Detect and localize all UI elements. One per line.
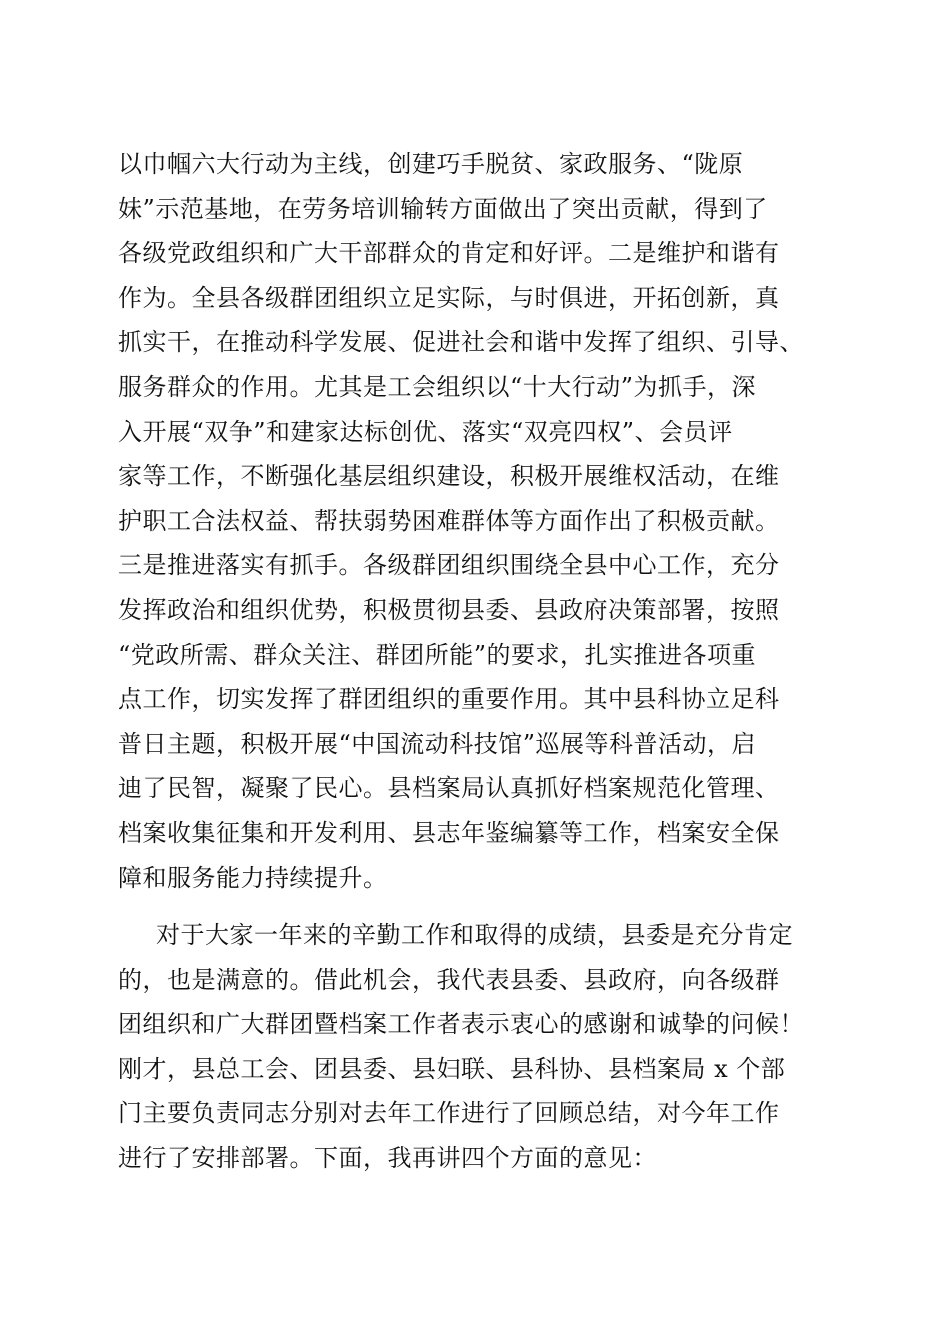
text-line: 迪了民智，凝聚了民心。县档案局认真抓好档案规范化管理、 bbox=[118, 774, 780, 803]
text-line: 以巾帼六大行动为主线，创建巧手脱贫、家政服务、“陇原 bbox=[118, 150, 744, 178]
text-line: 刚才，县总工会、团县委、县妇联、县科协、县档案局 x 个部 bbox=[118, 1054, 786, 1083]
text-line: 点工作，切实发挥了群团组织的重要作用。其中县科协立足科 bbox=[118, 685, 780, 714]
text-line: 的，也是满意的。借此机会，我代表县委、县政府，向各级群 bbox=[118, 965, 780, 994]
text-line: 家等工作，不断强化基层组织建设，积极开展维权活动，在维 bbox=[118, 462, 780, 491]
text-line: 服务群众的作用。尤其是工会组织以“十大行动”为抓手，深 bbox=[118, 372, 757, 401]
text-line: 护职工合法权益、帮扶弱势困难群体等方面作出了积极贡献。 bbox=[118, 506, 780, 535]
text-line: 障和服务能力持续提升。 bbox=[118, 863, 388, 892]
text-line: 普日主题，积极开展“中国流动科技馆”巡展等科普活动，启 bbox=[118, 729, 757, 758]
text-line: 进行了安排部署。下面，我再讲四个方面的意见： bbox=[118, 1144, 657, 1173]
text-line: 发挥政治和组织优势，积极贯彻县委、县政府决策部署，按照 bbox=[118, 595, 780, 624]
text-line: 入开展“双争”和建家达标创优、落实“双亮四权”、会员评 bbox=[118, 417, 733, 446]
text-line: 作为。全县各级群团组织立足实际，与时俱进，开拓创新，真 bbox=[118, 283, 780, 312]
text-line: 妹”示范基地，在劳务培训输转方面做出了突出贡献，得到了 bbox=[118, 194, 768, 223]
document-body bbox=[118, 142, 838, 1181]
text-line: 对于大家一年来的辛勤工作和取得的成绩，县委是充分肯定 bbox=[156, 921, 793, 950]
text-line: 各级党政组织和广大干部群众的肯定和好评。二是维护和谐有 bbox=[118, 239, 780, 268]
paragraph-1 bbox=[118, 142, 838, 900]
paragraph-gap bbox=[118, 900, 838, 913]
text-line: 抓实干，在推动科学发展、促进社会和谐中发挥了组织、引导、 bbox=[118, 328, 804, 357]
text-line: 档案收集征集和开发利用、县志年鉴编纂等工作，档案安全保 bbox=[118, 818, 780, 847]
text-line: “党政所需、群众关注、群团所能”的要求，扎实推进各项重 bbox=[118, 640, 757, 669]
text-line: 门主要负责同志分别对去年工作进行了回顾总结，对今年工作 bbox=[118, 1099, 780, 1128]
text-line: 三是推进落实有抓手。各级群团组织围绕全县中心工作，充分 bbox=[118, 551, 780, 580]
text-line: 团组织和广大群团暨档案工作者表示衷心的感谢和诚挚的问候！ bbox=[118, 1010, 804, 1039]
paragraph-2 bbox=[118, 913, 838, 1181]
